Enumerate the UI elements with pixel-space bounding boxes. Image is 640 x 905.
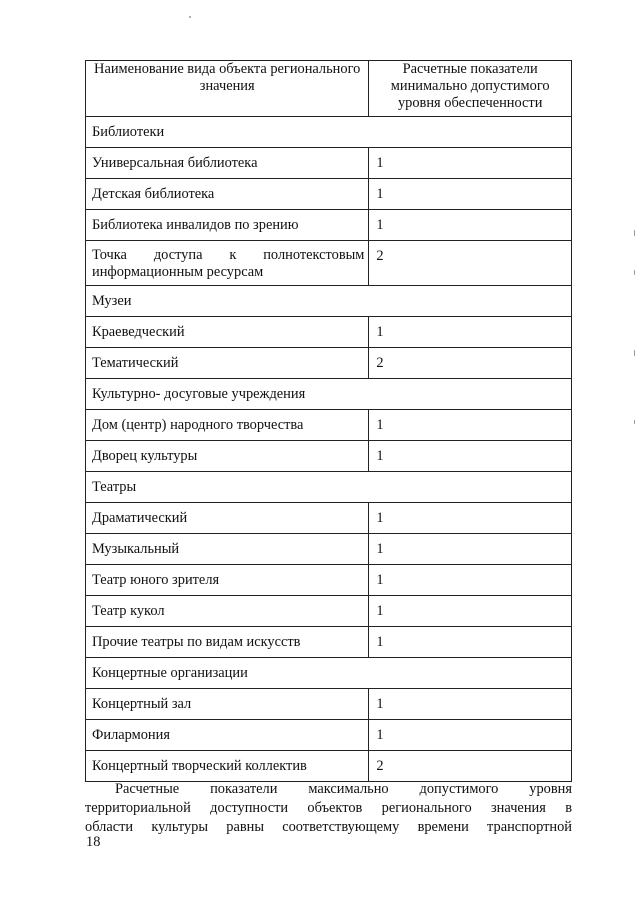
table-row [86, 210, 572, 241]
category-row [86, 472, 572, 503]
scan-speck [634, 350, 635, 356]
table-row [86, 596, 572, 627]
body-paragraph-line-3: области культуры равны соответствующему времени транспортной [85, 819, 572, 835]
category-concert-organizations: Концертные организации [86, 658, 572, 689]
header-indicator [369, 61, 572, 117]
category-cultural-leisure: Культурно- досуговые учреждения [86, 379, 572, 410]
scan-speck [634, 230, 635, 236]
row-value: 1 [369, 689, 572, 720]
standards-table [85, 60, 572, 782]
row-name: Музыкальный [86, 534, 369, 565]
header-object-type [86, 61, 369, 117]
table-row [86, 534, 572, 565]
row-value: 2 [369, 751, 572, 782]
row-value: 1 [369, 596, 572, 627]
table-row [86, 241, 572, 286]
header-indicator-text: Расчетные показатели минимально допустимого уровня обеспеченности [390, 61, 550, 111]
table-row [86, 720, 572, 751]
row-name: Театр юного зрителя [86, 565, 369, 596]
scan-speck [634, 420, 635, 424]
row-name: Филармония [86, 720, 369, 751]
table-row [86, 348, 572, 379]
table-row [86, 179, 572, 210]
scan-speck [634, 270, 635, 275]
row-name: Тематический [86, 348, 369, 379]
table-row [86, 751, 572, 782]
category-row [86, 379, 572, 410]
row-name: Библиотека инвалидов по зрению [86, 210, 369, 241]
category-row [86, 117, 572, 148]
row-name: Универсальная библиотека [86, 148, 369, 179]
table-row [86, 410, 572, 441]
row-name: Концертный зал [86, 689, 369, 720]
row-value: 1 [369, 317, 572, 348]
row-name: Детская библиотека [86, 179, 369, 210]
page-number: 18 [86, 834, 101, 850]
table-row [86, 317, 572, 348]
category-theatres: Театры [86, 472, 572, 503]
row-value: 2 [369, 241, 572, 286]
row-name: Дом (центр) народного творчества [86, 410, 369, 441]
row-value: 2 [369, 348, 572, 379]
row-value: 1 [369, 410, 572, 441]
body-paragraph-line-2: территориальной доступности объектов регионального значения в [85, 800, 572, 816]
row-name: Прочие театры по видам искусств [86, 627, 369, 658]
row-value: 1 [369, 720, 572, 751]
scan-speck [189, 16, 191, 18]
row-name: Точка доступа к полнотекстовым информационным ресурсам [86, 241, 369, 286]
row-name: Дворец культуры [86, 441, 369, 472]
row-name: Драматический [86, 503, 369, 534]
category-row [86, 658, 572, 689]
row-value: 1 [369, 627, 572, 658]
table-row [86, 148, 572, 179]
body-paragraph-line-1: Расчетные показатели максимально допустимого уровня [115, 781, 572, 797]
row-value: 1 [369, 210, 572, 241]
row-value: 1 [369, 179, 572, 210]
row-name: Концертный творческий коллектив [86, 751, 369, 782]
table-row [86, 441, 572, 472]
table-row [86, 627, 572, 658]
row-value: 1 [369, 441, 572, 472]
table-row [86, 503, 572, 534]
row-value: 1 [369, 565, 572, 596]
category-libraries: Библиотеки [86, 117, 572, 148]
header-object-type-text: Наименование вида объекта регионального значения [94, 61, 361, 94]
table-row [86, 565, 572, 596]
table-header-row [86, 61, 572, 117]
row-name: Театр кукол [86, 596, 369, 627]
row-value: 1 [369, 148, 572, 179]
row-name: Краеведческий [86, 317, 369, 348]
row-value: 1 [369, 503, 572, 534]
category-row [86, 286, 572, 317]
category-museums: Музеи [86, 286, 572, 317]
table-row [86, 689, 572, 720]
row-value: 1 [369, 534, 572, 565]
